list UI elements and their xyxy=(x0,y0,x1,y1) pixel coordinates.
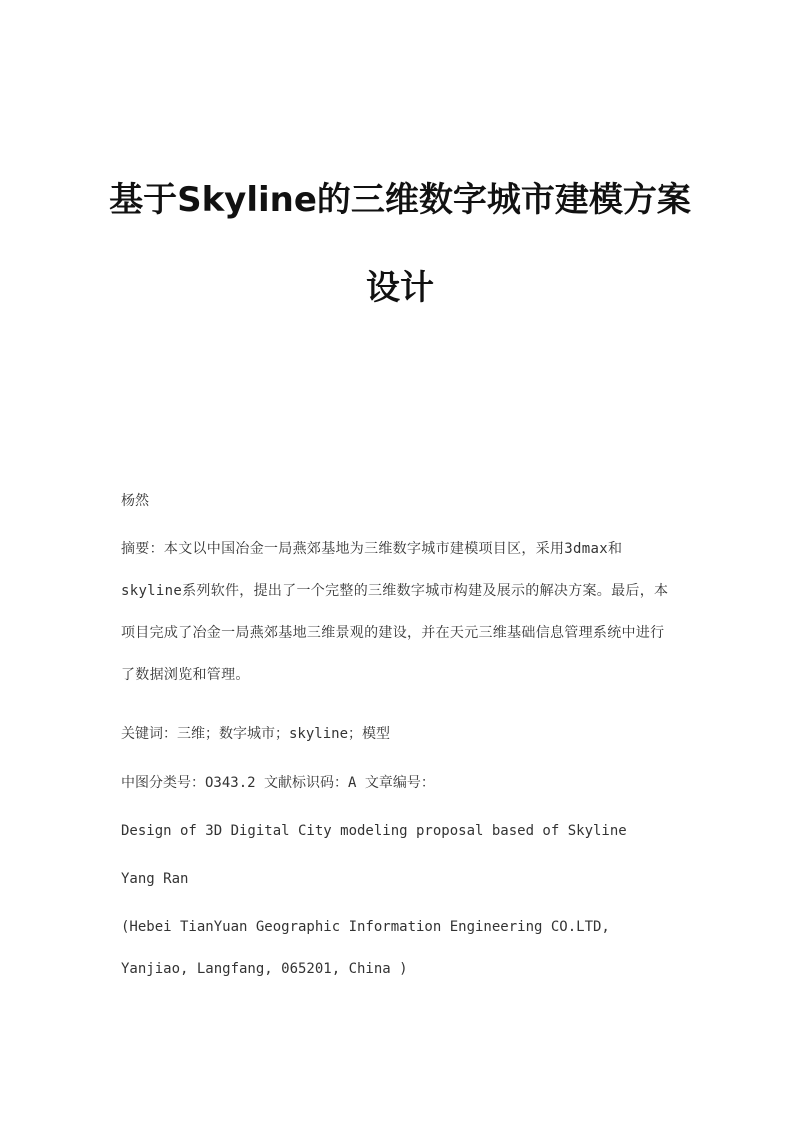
front-matter xyxy=(121,490,673,990)
paper-title xyxy=(0,180,800,308)
title-line-1: 基于Skyline的三维数字城市建模方案 xyxy=(109,180,691,220)
author-name: 杨然 xyxy=(121,493,149,509)
affiliation: (Hebei TianYuan Geographic Information Engineering CO.LTD, Yanjiao, Langfang, 065201, China ) xyxy=(121,919,610,977)
classification-info: 中图分类号：O343.2 文献标识码：A 文章编号： xyxy=(121,775,435,791)
title-line-2: 设计 xyxy=(366,268,434,308)
keywords: 关键词：三维；数字城市；skyline；模型 xyxy=(121,726,391,742)
english-title: Design of 3D Digital City modeling proposal based of Skyline xyxy=(121,823,627,839)
abstract: 摘要：本文以中国冶金一局燕郊基地为三维数字城市建模项目区，采用3dmax和skyline系列软件，提出了一个完整的三维数字城市构建及展示的解决方案。最后，本项目完成了冶金一局燕郊基地三维景观的建设，并在天元三维基础信息管理系统中进行了数据浏览和管理。 xyxy=(121,541,669,683)
english-author: Yang Ran xyxy=(121,871,189,887)
